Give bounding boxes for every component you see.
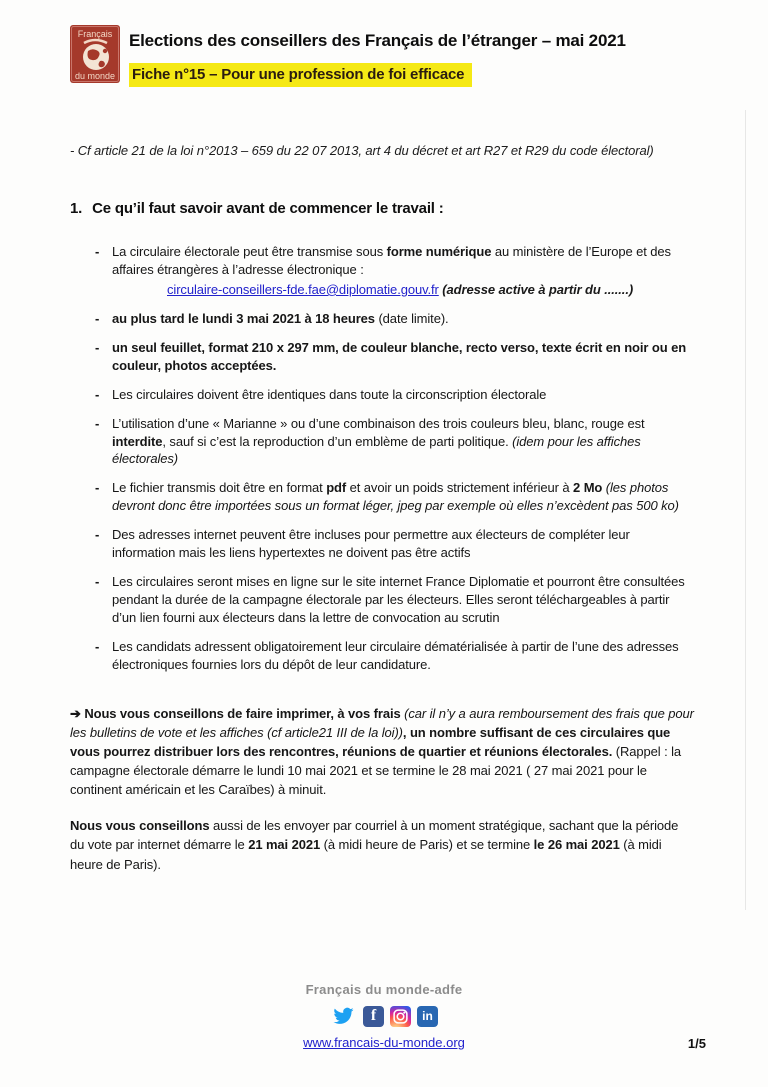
- list-item: [95, 526, 695, 562]
- document-header: [70, 25, 695, 88]
- bullet-text: Les circulaires seront mises en ligne sur le site internet France Diplomatie et pourront être consultées pendant la durée de la campagne électorale par les électeurs. Elles seront téléchargeables à partir d’un lien fourni aux électeurs dans la lettre de convocation au scrutin: [112, 574, 685, 625]
- page-number: 1/5: [687, 1036, 706, 1051]
- website-link[interactable]: www.francais-du-monde.org: [303, 1035, 465, 1050]
- instagram-icon[interactable]: [390, 1006, 411, 1027]
- linkedin-icon[interactable]: in: [417, 1006, 438, 1027]
- list-item: [95, 339, 695, 375]
- bullet-dash: -: [95, 310, 100, 326]
- list-item: [95, 310, 695, 328]
- bullet-dash: -: [95, 339, 100, 355]
- document-footer: [0, 982, 768, 1052]
- bullet-text: Les candidats adressent obligatoirement leur circulaire dématérialisée à partir de l’une des adresses électroniques fournies lors du dépôt de leur candidature.: [112, 638, 679, 672]
- document-subtitle: Fiche n°15 – Pour une profession de foi efficace: [129, 63, 472, 87]
- bullet-dash: -: [95, 480, 100, 496]
- svg-text:du monde: du monde: [74, 71, 116, 81]
- list-item: [95, 573, 695, 627]
- printing-advice-paragraph: ➔ Nous vous conseillons de faire imprimer, à vos frais (car il n’y a aura remboursement des frais que pour les bulletins de vote et les affiches (cf article21 III de la loi)), un nombre suffisant de ces circulaires que vous pourrez distribuer lors des rencontres, réunions de quartier et réunions électorales. (Rappel : la campagne électorale démarre le lundi 10 mai 2021 et se termine le 28 mai 2021 ( 27 mai 2021 pour le continent américain et les Caraïbes) à minuit.: [70, 705, 694, 798]
- list-item: [95, 415, 695, 469]
- list-item: [95, 479, 695, 515]
- social-icons-row: [0, 1004, 768, 1028]
- facebook-icon[interactable]: f: [363, 1006, 384, 1027]
- email-link-line: [112, 281, 695, 299]
- legal-reference-note: - Cf article 21 de la loi n°2013 – 659 du 22 07 2013, art 4 du décret et art R27 et R29 du code électoral): [70, 143, 654, 158]
- bullet-text: un seul feuillet, format 210 x 297 mm, de couleur blanche, recto verso, texte écrit en noir ou en couleur, photos acceptées.: [112, 339, 687, 373]
- bullet-text: [112, 243, 695, 299]
- bullet-text: Des adresses internet peuvent être incluses pour permettre aux électeurs de compléter leur information mais les liens hypertextes ne doivent pas être actifs: [112, 527, 630, 561]
- section-heading-text: Ce qu’il faut savoir avant de commencer le travail :: [92, 200, 444, 217]
- bullet-list: [95, 243, 695, 674]
- bullet-rich-text: La circulaire électorale peut être transmise sous forme numérique au ministère de l’Europe et des affaires étrangères à l’adresse électronique :: [112, 244, 671, 277]
- twitter-icon[interactable]: [330, 1005, 357, 1027]
- francais-du-monde-logo-icon: [70, 25, 120, 83]
- bullet-dash: -: [95, 638, 100, 654]
- bullet-dash: -: [95, 574, 100, 590]
- bullet-dash: -: [95, 244, 100, 259]
- email-note: (adresse active à partir du .......): [438, 281, 634, 297]
- section-number: 1.: [70, 200, 83, 217]
- scan-artifact-line: [745, 110, 746, 910]
- svg-text:Français: Français: [77, 29, 113, 39]
- document-title: Elections des conseillers des Français de l’étranger – mai 2021: [129, 31, 626, 50]
- section-heading: [70, 200, 695, 217]
- bullet-dash: -: [95, 386, 100, 402]
- bullet-dash: -: [95, 415, 100, 431]
- header-text: [129, 25, 626, 87]
- bullet-dash: -: [95, 527, 100, 543]
- footer-website-line: [0, 1034, 768, 1052]
- list-item: [95, 386, 695, 404]
- list-item: [95, 243, 695, 299]
- list-item: [95, 638, 695, 674]
- bullet-text: Le fichier transmis doit être en format pdf et avoir un poids strictement inférieur à 2 Mo (les photos devront donc être importées sous un format léger, jpeg par exemple où elles n’excèdent pas 500 ko): [112, 480, 679, 514]
- bullet-text: Les circulaires doivent être identiques dans toute la circonscription électorale: [112, 386, 547, 402]
- email-link[interactable]: circulaire-conseillers-fde.fae@diplomatie.gouv.fr: [167, 281, 439, 297]
- footer-org-name: Français du monde-adfe: [305, 982, 463, 997]
- bullet-text: L’utilisation d’une « Marianne » ou d’une combinaison des trois couleurs bleu, blanc, rouge est interdite, sauf si c’est la reproduction d’un emblème de parti politique. (idem pour les affiches électorales): [112, 415, 645, 467]
- email-advice-paragraph: Nous vous conseillons aussi de les envoyer par courriel à un moment stratégique, sachant que la période du vote par internet démarre le 21 mai 2021 (à midi heure de Paris) et se termine le 26 mai 2021 (à midi heure de Paris).: [70, 818, 679, 872]
- bullet-text: au plus tard le lundi 3 mai 2021 à 18 heures (date limite).: [112, 310, 449, 326]
- org-logo: [70, 25, 120, 88]
